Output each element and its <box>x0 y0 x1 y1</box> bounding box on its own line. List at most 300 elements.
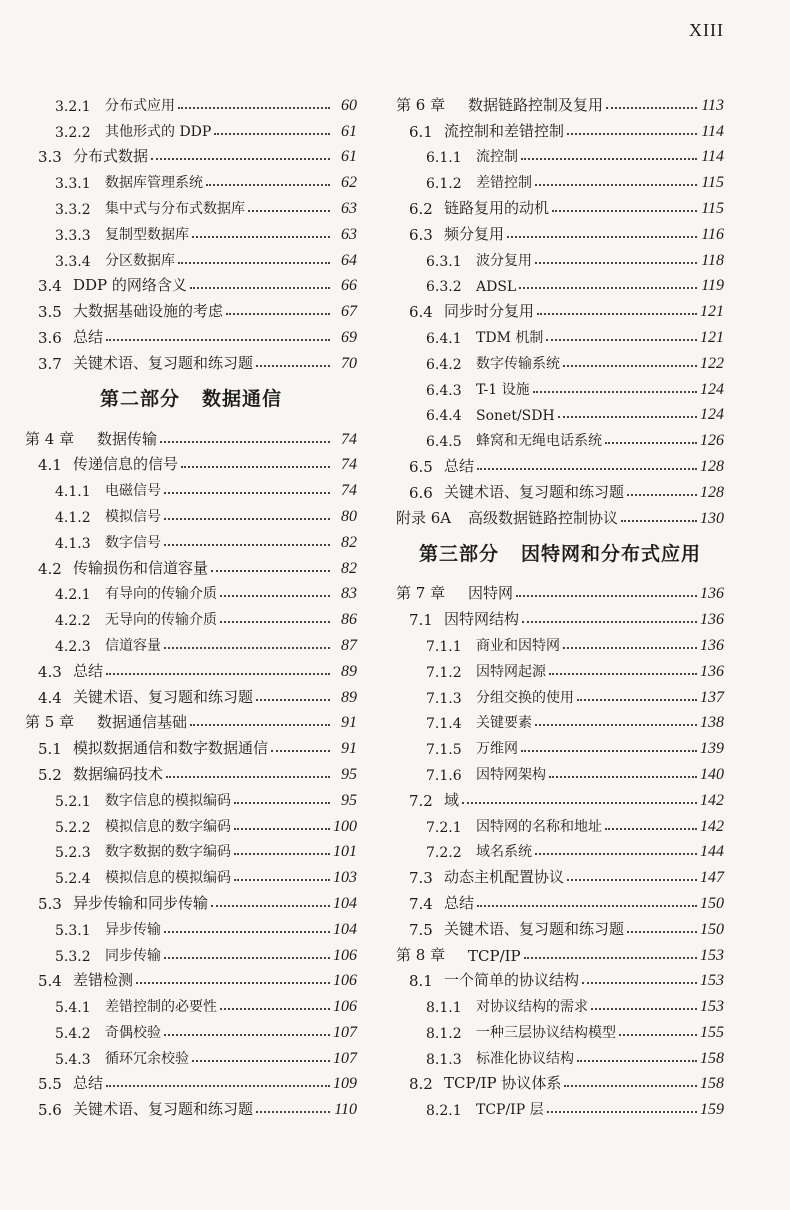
dot-leader <box>627 931 697 933</box>
toc-page-number: 153 <box>700 972 724 990</box>
toc-entry-number: 5.5 <box>38 1075 62 1094</box>
part-number: 第三部分 <box>418 543 499 566</box>
toc-section-entry[interactable] <box>25 965 357 991</box>
toc-entry-title: 数据库管理系统 <box>105 175 203 192</box>
toc-section-entry[interactable] <box>25 270 357 296</box>
toc-entry-number: 第 6 章 <box>396 95 446 114</box>
toc-section-entry[interactable] <box>25 887 357 913</box>
dot-leader <box>256 699 330 701</box>
toc-entry-title: 链路复用的动机 <box>444 198 550 217</box>
toc-entry-number: 4.2 <box>38 559 62 578</box>
toc-page-number: 106 <box>333 946 357 964</box>
toc-sub-entry[interactable] <box>396 732 724 758</box>
toc-page-number: 147 <box>700 869 724 887</box>
toc-chapter-entry[interactable] <box>25 707 357 733</box>
toc-entry-title: 关键术语、复习题和练习题 <box>73 687 254 706</box>
toc-page-number: 150 <box>700 920 724 938</box>
toc-entry-title: 同步时分复用 <box>444 302 535 321</box>
toc-entry-title: 模拟信息的模拟编码 <box>105 870 231 887</box>
toc-section-entry[interactable] <box>396 295 724 321</box>
toc-page-number: 107 <box>333 1049 357 1067</box>
toc-entry-number: 7.5 <box>409 920 433 939</box>
dot-leader <box>234 879 330 881</box>
toc-page-number: 63 <box>341 225 357 243</box>
toc-page-number: 144 <box>700 843 724 861</box>
dot-leader <box>206 184 330 186</box>
dot-leader <box>567 133 697 135</box>
toc-page-number: 69 <box>341 328 357 346</box>
toc-section-entry[interactable] <box>396 1068 724 1094</box>
toc-section-entry[interactable] <box>25 1093 357 1119</box>
toc-sub-entry[interactable] <box>25 166 357 192</box>
toc-page-number: 118 <box>701 251 724 269</box>
toc-section-entry[interactable] <box>25 321 357 347</box>
toc-entry-title: 同步传输 <box>105 947 161 964</box>
dot-leader <box>256 1111 330 1113</box>
toc-section-entry[interactable] <box>396 115 724 141</box>
toc-entry-number: 5.2.4 <box>55 871 91 888</box>
toc-entry-title: 大数据基础设施的考虑 <box>73 302 224 321</box>
dot-leader <box>549 776 697 778</box>
toc-sub-entry[interactable] <box>396 321 724 347</box>
toc-sub-entry[interactable] <box>25 244 357 270</box>
toc-entry-number: 4.1.2 <box>55 509 91 526</box>
toc-page-number: 142 <box>700 817 724 835</box>
toc-entry-number: 3.3.4 <box>55 253 91 270</box>
dot-leader <box>220 621 330 623</box>
toc-entry-number: 5.4 <box>38 972 62 991</box>
toc-sub-entry[interactable] <box>396 990 724 1016</box>
toc-entry-number: 5.2 <box>38 765 62 784</box>
toc-entry-number: 5.2.3 <box>55 845 91 862</box>
toc-entry-title: 分区数据库 <box>105 252 175 269</box>
toc-entry-title: ADSL <box>476 279 517 296</box>
toc-entry-number: 6.4.4 <box>426 408 462 425</box>
dot-leader <box>256 365 330 367</box>
toc-entry-title: 数据编码技术 <box>73 764 164 783</box>
toc-page-number: 82 <box>341 533 357 551</box>
toc-sub-entry[interactable] <box>396 166 724 192</box>
toc-sub-entry[interactable] <box>396 1016 724 1042</box>
toc-page-number: 158 <box>700 1049 724 1067</box>
toc-sub-entry[interactable] <box>25 629 357 655</box>
toc-page-number: 142 <box>700 791 724 809</box>
toc-entry-title: 差错控制的必要性 <box>105 999 217 1016</box>
dot-leader <box>462 802 697 804</box>
toc-page-number: 74 <box>341 430 357 448</box>
toc-entry-title: 域名系统 <box>476 844 532 861</box>
toc-page-number: 61 <box>341 148 357 166</box>
dot-leader <box>106 339 330 341</box>
toc-entry-title: 差错控制 <box>476 175 532 192</box>
toc-sub-entry[interactable] <box>25 861 357 887</box>
toc-entry-title: 因特网架构 <box>476 766 546 783</box>
toc-section-entry[interactable] <box>396 450 724 476</box>
dot-leader <box>606 107 697 109</box>
toc-entry-number: 3.5 <box>38 303 62 322</box>
toc-section-entry[interactable] <box>25 449 357 475</box>
dot-leader <box>164 647 330 649</box>
toc-page-number: 128 <box>700 457 724 475</box>
toc-section-entry[interactable] <box>25 347 357 373</box>
toc-section-entry[interactable] <box>25 1068 357 1094</box>
dot-leader <box>521 750 697 752</box>
toc-page-number: 66 <box>341 277 357 295</box>
toc-sub-entry[interactable] <box>25 836 357 862</box>
toc-page-number: 104 <box>333 894 357 912</box>
toc-entry-title: 分布式数据 <box>73 147 149 166</box>
toc-section-entry[interactable] <box>396 887 724 913</box>
toc-section-entry[interactable] <box>396 476 724 502</box>
toc-chapter-entry[interactable] <box>25 423 357 449</box>
toc-page-number: 114 <box>701 148 724 166</box>
toc-entry-title: 流控制 <box>476 149 518 166</box>
toc-entry-title: 无导向的传输介质 <box>105 612 217 629</box>
toc-entry-number: 5.3.2 <box>55 948 91 965</box>
toc-page-number: 62 <box>341 174 357 192</box>
dot-leader <box>271 750 330 752</box>
toc-entry-title: 关键术语、复习题和练习题 <box>73 353 254 372</box>
toc-entry-number: 6.3 <box>409 225 433 244</box>
dot-leader <box>166 776 330 778</box>
toc-entry-number: 6.3.1 <box>426 253 462 270</box>
dot-leader <box>211 905 330 907</box>
toc-entry-title: Sonet/SDH <box>476 408 555 425</box>
toc-entry-title: 动态主机配置协议 <box>444 868 565 887</box>
toc-page-number: 74 <box>341 456 357 474</box>
dot-leader <box>564 1085 697 1087</box>
toc-page-number: 153 <box>700 998 724 1016</box>
toc-entry-title: 总结 <box>73 327 104 346</box>
toc-sub-entry[interactable] <box>25 990 357 1016</box>
toc-sub-entry[interactable] <box>25 784 357 810</box>
toc-entry-number: 5.4.2 <box>55 1025 91 1042</box>
toc-page-number: 128 <box>700 483 724 501</box>
toc-page-number: 103 <box>333 869 357 887</box>
toc-section-entry[interactable] <box>25 758 357 784</box>
dot-leader <box>519 287 697 289</box>
toc-entry-number: 6.4.5 <box>426 434 462 451</box>
toc-entry-title: 传输损伤和信道容量 <box>73 558 209 577</box>
toc-entry-number: 3.7 <box>38 354 62 373</box>
toc-entry-title: 数据传输 <box>97 429 158 448</box>
toc-entry-number: 6.4.2 <box>426 356 462 373</box>
toc-page-number: 130 <box>700 509 724 527</box>
toc-sub-entry[interactable] <box>396 373 724 399</box>
dot-leader <box>106 673 330 675</box>
dot-leader <box>164 544 330 546</box>
toc-right-column <box>396 89 724 1119</box>
toc-sub-entry[interactable] <box>396 681 724 707</box>
dot-leader <box>192 1060 330 1062</box>
dot-leader <box>151 158 330 160</box>
toc-entry-title: 一种三层协议结构模型 <box>476 1024 616 1041</box>
toc-entry-number: 4.2.2 <box>55 613 91 630</box>
toc-sub-entry[interactable] <box>396 655 724 681</box>
toc-entry-number: 3.6 <box>38 328 62 347</box>
toc-sub-entry[interactable] <box>25 810 357 836</box>
toc-sub-entry[interactable] <box>25 913 357 939</box>
part-heading <box>25 373 357 423</box>
dot-leader <box>220 1008 330 1010</box>
toc-page-number: 124 <box>700 406 724 424</box>
toc-page-number: 70 <box>341 354 357 372</box>
toc-sub-entry[interactable] <box>25 192 357 218</box>
toc-entry-title: T-1 设施 <box>476 381 530 398</box>
toc-page-number: 109 <box>333 1075 357 1093</box>
toc-entry-title: 分组交换的使用 <box>476 689 574 706</box>
toc-entry-title: 总结 <box>444 456 475 475</box>
dot-leader <box>220 595 330 597</box>
dot-leader <box>234 802 330 804</box>
toc-page-number: 101 <box>333 843 357 861</box>
toc-entry-title: 集中式与分布式数据库 <box>105 200 245 217</box>
toc-entry-number: 7.2.1 <box>426 819 462 836</box>
toc-page-number: 82 <box>341 559 357 577</box>
toc-entry-title: 其他形式的 DDP <box>105 123 212 140</box>
toc-sub-entry[interactable] <box>396 244 724 270</box>
toc-sub-entry[interactable] <box>396 1042 724 1068</box>
toc-chapter-entry[interactable] <box>396 502 724 528</box>
dot-leader <box>136 982 330 984</box>
toc-sub-entry[interactable] <box>396 836 724 862</box>
toc-page-number: 104 <box>333 920 357 938</box>
toc-sub-entry[interactable] <box>396 707 724 733</box>
toc-entry-number: 8.1.1 <box>426 1000 462 1017</box>
toc-section-entry[interactable] <box>25 732 357 758</box>
toc-sub-entry[interactable] <box>25 474 357 500</box>
dot-leader <box>605 828 697 830</box>
toc-page-number: 159 <box>700 1101 724 1119</box>
toc-chapter-entry[interactable] <box>396 89 724 115</box>
toc-section-entry[interactable] <box>25 655 357 681</box>
toc-entry-title: 数字信息的模拟编码 <box>105 792 231 809</box>
toc-page-number: 136 <box>700 662 724 680</box>
dot-leader <box>535 262 697 264</box>
toc-sub-entry[interactable] <box>25 939 357 965</box>
toc-page-number: 95 <box>341 791 357 809</box>
toc-section-entry[interactable] <box>396 861 724 887</box>
toc-entry-title: 模拟信号 <box>105 508 161 525</box>
toc-page-number: 136 <box>700 585 724 603</box>
dot-leader <box>211 570 330 572</box>
toc-entry-title: 异步传输 <box>105 921 161 938</box>
toc-entry-title: 模拟数据通信和数字数据通信 <box>73 739 269 758</box>
dot-leader <box>477 905 697 907</box>
dot-leader <box>619 1034 697 1036</box>
toc-chapter-entry[interactable] <box>396 578 724 604</box>
toc-sub-entry[interactable] <box>396 141 724 167</box>
dot-leader <box>533 391 697 393</box>
toc-page-number: 136 <box>700 636 724 654</box>
toc-sub-entry[interactable] <box>396 810 724 836</box>
toc-sub-entry[interactable] <box>25 1042 357 1068</box>
toc-entry-number: 5.2.2 <box>55 819 91 836</box>
toc-page-number: 89 <box>341 662 357 680</box>
toc-entry-title: 数据通信基础 <box>97 713 188 732</box>
toc-page-number: 74 <box>341 482 357 500</box>
toc-page-number: 95 <box>341 765 357 783</box>
toc-entry-title: 关键术语、复习题和练习题 <box>444 919 625 938</box>
toc-entry-title: TDM 机制 <box>476 329 544 346</box>
dot-leader <box>605 442 697 444</box>
toc-entry-number: 5.2.1 <box>55 793 91 810</box>
dot-leader <box>522 621 697 623</box>
dot-leader <box>234 853 330 855</box>
dot-leader <box>577 699 697 701</box>
dot-leader <box>507 236 697 238</box>
toc-entry-title: 数字数据的数字编码 <box>105 844 231 861</box>
toc-entry-number: 4.3 <box>38 662 62 681</box>
toc-page-number: 121 <box>700 328 724 346</box>
page-number: XIII <box>689 20 724 40</box>
toc-entry-title: 传递信息的信号 <box>73 455 179 474</box>
part-title: 因特网和分布式应用 <box>521 543 702 566</box>
toc-entry-title: 有导向的传输介质 <box>105 586 217 603</box>
toc-entry-number: 第 7 章 <box>396 584 446 603</box>
toc-entry-number: 7.1.6 <box>426 767 462 784</box>
dot-leader <box>627 494 697 496</box>
toc-entry-number: 5.4.1 <box>55 1000 91 1017</box>
dot-leader <box>192 236 330 238</box>
toc-entry-title: 分布式应用 <box>105 97 175 114</box>
dot-leader <box>190 724 330 726</box>
dot-leader <box>164 492 330 494</box>
toc-page-number: 110 <box>334 1101 357 1119</box>
toc-section-entry[interactable] <box>25 681 357 707</box>
toc-sub-entry[interactable] <box>25 500 357 526</box>
toc-entry-title: 总结 <box>73 1074 104 1093</box>
toc-page-number: 91 <box>341 740 357 758</box>
toc-page-number: 158 <box>700 1075 724 1093</box>
toc-sub-entry[interactable] <box>396 270 724 296</box>
toc-sub-entry[interactable] <box>396 347 724 373</box>
toc-entry-number: 3.3.3 <box>55 227 91 244</box>
toc-sub-entry[interactable] <box>396 1093 724 1119</box>
toc-entry-title: 模拟信息的数字编码 <box>105 818 231 835</box>
toc-section-entry[interactable] <box>396 192 724 218</box>
toc-entry-number: 8.2 <box>409 1075 433 1094</box>
toc-entry-title: DDP 的网络含义 <box>73 276 187 295</box>
toc-sub-entry[interactable] <box>25 218 357 244</box>
toc-entry-number: 8.1 <box>409 972 433 991</box>
toc-page-number: 139 <box>700 740 724 758</box>
toc-sub-entry[interactable] <box>25 578 357 604</box>
toc-page-number: 61 <box>341 122 357 140</box>
toc-page-number: 113 <box>701 96 724 114</box>
dot-leader <box>178 107 330 109</box>
toc-sub-entry[interactable] <box>396 399 724 425</box>
toc-sub-entry[interactable] <box>396 758 724 784</box>
toc-entry-title: 高级数据链路控制协议 <box>468 508 619 527</box>
toc-entry-number: 4.4 <box>38 688 62 707</box>
toc-section-entry[interactable] <box>396 603 724 629</box>
toc-entry-number: 6.4.1 <box>426 330 462 347</box>
dot-leader <box>164 957 330 959</box>
toc-sub-entry[interactable] <box>25 115 357 141</box>
dot-leader <box>477 468 697 470</box>
toc-page-number: 138 <box>700 714 724 732</box>
dot-leader <box>535 184 697 186</box>
toc-sub-entry[interactable] <box>25 603 357 629</box>
dot-leader <box>535 853 697 855</box>
toc-entry-title: 奇偶校验 <box>105 1024 161 1041</box>
toc-entry-title: 因特网 <box>468 584 514 603</box>
toc-page-number: 106 <box>333 998 357 1016</box>
toc-entry-title: 流控制和差错控制 <box>444 121 565 140</box>
toc-entry-title: 总结 <box>73 661 104 680</box>
toc-section-entry[interactable] <box>396 218 724 244</box>
toc-entry-title: 因特网起源 <box>476 663 546 680</box>
toc-entry-title: 域 <box>444 790 460 809</box>
part-number: 第二部分 <box>99 388 180 411</box>
toc-entry-title: TCP/IP 层 <box>476 1102 544 1119</box>
dot-leader <box>248 210 330 212</box>
toc-sub-entry[interactable] <box>25 89 357 115</box>
toc-entry-title: 频分复用 <box>444 224 505 243</box>
toc-page-number: 67 <box>341 303 357 321</box>
toc-entry-number: 5.3.1 <box>55 922 91 939</box>
toc-entry-title: 对协议结构的需求 <box>476 999 588 1016</box>
toc-page-number: 115 <box>701 174 724 192</box>
toc-entry-title: 数据链路控制及复用 <box>468 95 604 114</box>
toc-entry-title: TCP/IP 协议体系 <box>444 1074 562 1093</box>
toc-sub-entry[interactable] <box>25 526 357 552</box>
toc-section-entry[interactable] <box>25 141 357 167</box>
toc-page-number: 140 <box>700 765 724 783</box>
dot-leader <box>164 518 330 520</box>
toc-sub-entry[interactable] <box>25 1016 357 1042</box>
dot-leader <box>106 1085 330 1087</box>
toc-chapter-entry[interactable] <box>396 939 724 965</box>
toc-entry-number: 3.4 <box>38 277 62 296</box>
toc-entry-number: 6.3.2 <box>426 279 462 296</box>
toc-entry-number: 6.4 <box>409 303 433 322</box>
toc-entry-number: 3.3.2 <box>55 201 91 218</box>
toc-section-entry[interactable] <box>396 965 724 991</box>
toc-entry-number: 6.2 <box>409 199 433 218</box>
toc-entry-title: 数字传输系统 <box>476 355 560 372</box>
toc-entry-number: 7.1 <box>409 611 433 630</box>
toc-section-entry[interactable] <box>25 552 357 578</box>
toc-entry-title: 关键术语、复习题和练习题 <box>444 482 625 501</box>
toc-entry-number: 5.6 <box>38 1101 62 1120</box>
toc-entry-number: 5.4.3 <box>55 1051 91 1068</box>
dot-leader <box>537 313 697 315</box>
toc-entry-title: 差错检测 <box>73 971 134 990</box>
toc-page-number: 122 <box>700 354 724 372</box>
toc-sub-entry[interactable] <box>396 424 724 450</box>
toc-page-number: 64 <box>341 251 357 269</box>
dot-leader <box>558 416 697 418</box>
dot-leader <box>552 210 697 212</box>
dot-leader <box>178 262 330 264</box>
toc-entry-number: 4.1.3 <box>55 535 91 552</box>
toc-entry-title: TCP/IP <box>468 946 521 965</box>
toc-entry-number: 5.1 <box>38 740 62 759</box>
toc-page-number: 124 <box>700 380 724 398</box>
dot-leader <box>164 1034 330 1036</box>
toc-entry-number: 6.1.1 <box>426 150 462 167</box>
toc-page-number: 126 <box>700 432 724 450</box>
dot-leader <box>563 647 697 649</box>
dot-leader <box>591 1008 697 1010</box>
toc-sub-entry[interactable] <box>396 629 724 655</box>
toc-section-entry[interactable] <box>25 295 357 321</box>
toc-entry-number: 3.3 <box>38 148 62 167</box>
toc-section-entry[interactable] <box>396 913 724 939</box>
toc-section-entry[interactable] <box>396 784 724 810</box>
